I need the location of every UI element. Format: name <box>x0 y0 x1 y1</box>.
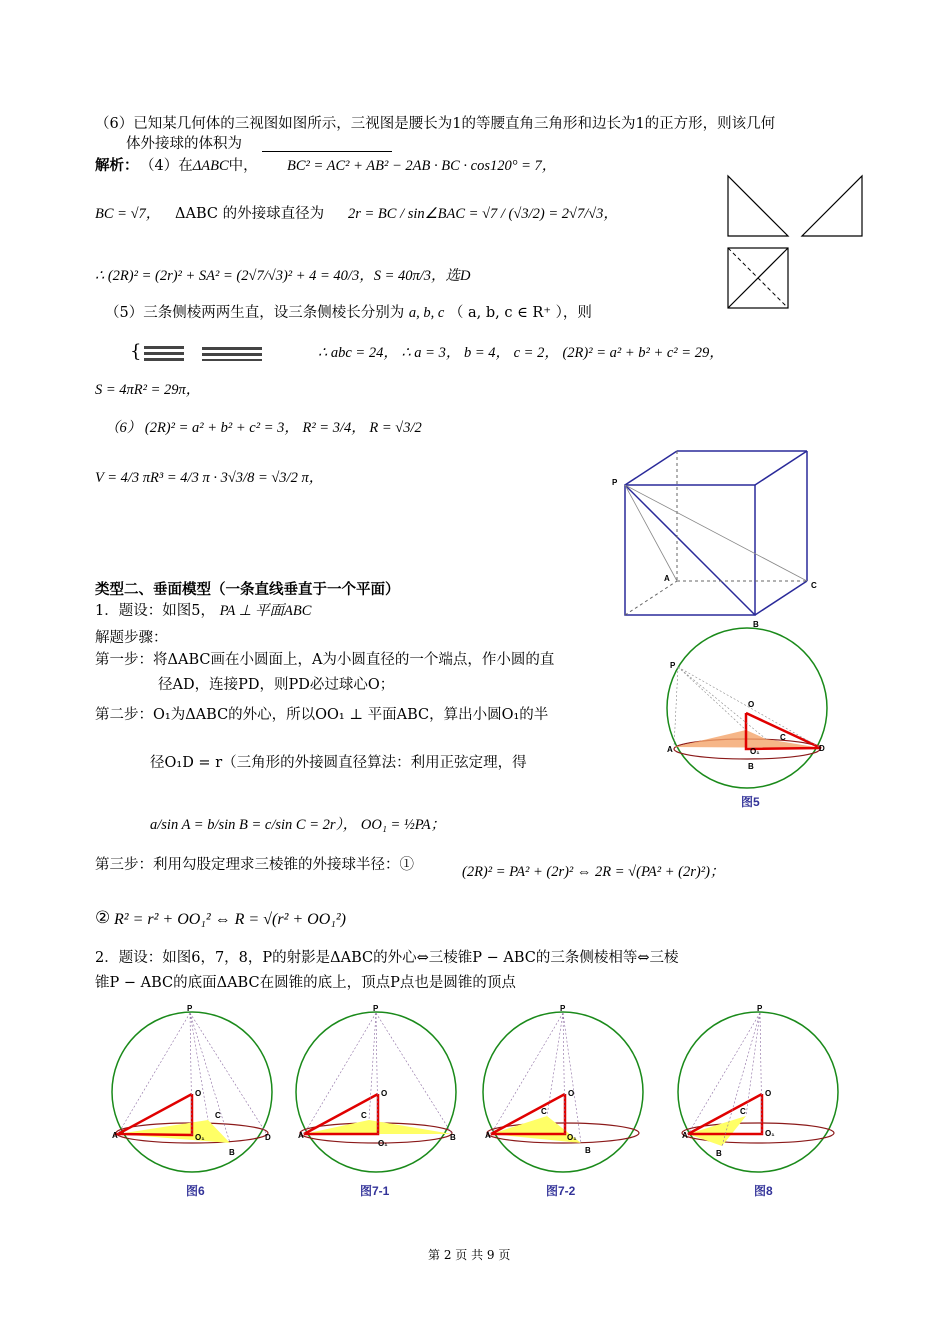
solution-5-area: S = 4πR² = 29π， <box>95 382 201 398</box>
solution-6-volume: V = 4/3 πR³ = 4/3 π · 3√3/8 = √3/2 π， <box>95 470 324 486</box>
step1-line2: 径AD，连接PD，则PD必过球心O； <box>158 677 395 693</box>
l5-cond: （ a, b, c ∈ R⁺ ），则 <box>448 305 592 321</box>
l5-vars: a, b, c <box>408 305 445 321</box>
svg-text:A: A <box>682 1131 688 1140</box>
item2-line2: 锥P − ABC的底面ΔABC在圆锥的底上，顶点P点也是圆锥的顶点 <box>95 975 516 991</box>
svg-text:B: B <box>748 762 754 771</box>
svg-text:A: A <box>298 1131 304 1140</box>
solution-5-equation: ∴ abc = 24， ∴ a = 3， b = 4， c = 2， (2R)² = a² + b² + c² = 29， <box>318 345 724 361</box>
system-brace-figure <box>130 343 280 363</box>
svg-text:C: C <box>780 733 786 742</box>
svg-text:O: O <box>195 1089 202 1098</box>
q6-line1: （6）已知某几何体的三视图如图所示，三视图是腰长为1的等腰直角三角形和边长为1的正方形，则该几何 <box>95 116 776 132</box>
svg-text:C: C <box>740 1107 746 1116</box>
svg-text:C: C <box>215 1111 221 1120</box>
solution-4-diameter-eq: 2r = BC / sin∠BAC = √7 / (√3/2) = 2√7/√3， <box>348 206 618 222</box>
svg-text:O₁: O₁ <box>765 1129 775 1138</box>
step3b-equation: R² = r² + OO₁² ⇔ R = √(r² + OO₁²) <box>114 911 346 928</box>
solution-4-bc: BC = √7， <box>95 206 161 222</box>
figure7-1-caption: 图7-1 <box>360 1184 390 1198</box>
svg-text:O₁: O₁ <box>195 1133 205 1142</box>
step3b-mark: ② <box>95 908 111 928</box>
svg-text:P: P <box>670 661 676 670</box>
cube-label-b: B <box>753 620 759 629</box>
solution-4-conclusion: ∴ (2R)² = (2r)² + SA² = (2√7/√3)² + 4 = 40/3，S = 40π/3，选D <box>95 268 471 284</box>
step2-line1: 第二步：O₁为ΔABC的外心，所以OO₁ ⊥ 平面ABC，算出小圆O₁的半 <box>95 707 549 723</box>
svg-text:D: D <box>265 1133 271 1142</box>
item2-line1: 2．题设：如图6，7，8，P的射影是ΔABC的外心⇔三棱锥P − ABC的三条侧棱相等⇔三棱 <box>95 950 679 966</box>
solution-4-intro <box>140 156 258 176</box>
svg-text:O₁: O₁ <box>567 1133 577 1142</box>
svg-text:P: P <box>373 1004 379 1013</box>
svg-text:C: C <box>541 1107 547 1116</box>
figure7-1-sphere <box>294 1004 464 1178</box>
solution-5-intro <box>105 303 592 323</box>
solution-4-equation: BC² = AC² + AB² − 2AB · BC · cos120° = 7， <box>287 158 557 174</box>
solution-4-diameter-text: ΔABC 的外接球直径为 <box>175 206 325 222</box>
figure5-caption: 图5 <box>741 795 760 809</box>
svg-text:O₁: O₁ <box>378 1139 388 1148</box>
item1-label: 1．题设：如图5， <box>95 603 215 619</box>
svg-text:P: P <box>757 1004 763 1013</box>
step2-line2: 径O₁D = r（三角形的外接圆直径算法：利用正弦定理，得 <box>150 755 527 771</box>
svg-text:{: { <box>130 341 142 362</box>
figure8-caption: 图8 <box>754 1184 773 1198</box>
l4-mid: 中， <box>228 158 258 174</box>
svg-text:A: A <box>112 1131 118 1140</box>
figure5-sphere <box>666 627 836 797</box>
figure6-caption: 图6 <box>186 1184 205 1198</box>
svg-text:O: O <box>748 700 755 709</box>
svg-text:D: D <box>819 744 825 753</box>
l5-intro: （5）三条侧棱两两生直，设三条侧棱长分别为 <box>105 305 405 321</box>
answer-blank <box>262 151 392 152</box>
page-footer: 第 2 页 共 9 页 <box>428 1248 511 1262</box>
solution-label: 解析： <box>95 157 139 174</box>
cube-label-p: P <box>612 478 618 487</box>
svg-text:P: P <box>560 1004 566 1013</box>
svg-text:O: O <box>765 1089 772 1098</box>
figure7-2-caption: 图7-2 <box>546 1184 576 1198</box>
steps-title: 解题步骤： <box>95 630 168 646</box>
three-view-figure <box>720 170 870 320</box>
section2-title: 类型二、垂面模型（一条直线垂直于一个平面） <box>95 581 400 598</box>
svg-text:B: B <box>229 1148 235 1157</box>
item1-intro <box>95 601 311 621</box>
item1-relation: PA ⊥ 平面ABC <box>219 603 312 619</box>
figure7-2-sphere <box>481 1004 651 1178</box>
cube-label-a: A <box>664 574 670 583</box>
svg-text:B: B <box>450 1133 456 1142</box>
l4-triangle: ΔABC <box>192 158 229 174</box>
figure6-sphere <box>108 1004 278 1178</box>
svg-text:B: B <box>716 1149 722 1158</box>
q6-line2: 体外接球的体积为 <box>126 136 242 152</box>
svg-text:P: P <box>187 1004 193 1013</box>
step3-line: 第三步：利用勾股定理求三棱锥的外接球半径：① <box>95 857 414 873</box>
svg-text:O: O <box>568 1089 575 1098</box>
cube-label-c: C <box>811 581 817 590</box>
svg-text:B: B <box>585 1146 591 1155</box>
svg-text:O: O <box>381 1089 388 1098</box>
svg-text:A: A <box>667 745 673 754</box>
cube-figure <box>610 445 840 635</box>
solution-6-equation: （6） (2R)² = a² + b² + c² = 3， R² = 3/4， R = √3/2 <box>105 420 422 436</box>
step2-line3: a/sin A = b/sin B = c/sin C = 2r）， OO₁ = ½PA； <box>150 817 446 833</box>
svg-text:O₁: O₁ <box>750 747 760 756</box>
step3-equation: (2R)² = PA² + (2r)² ⇔ 2R = √(PA² + (2r)²)； <box>462 864 725 880</box>
l4-intro: （4）在 <box>140 158 193 174</box>
svg-text:A: A <box>485 1131 491 1140</box>
step1-line1: 第一步：将ΔABC画在小圆面上，A为小圆直径的一个端点，作小圆的直 <box>95 652 555 668</box>
figure8-sphere <box>678 1004 848 1178</box>
svg-text:C: C <box>361 1111 367 1120</box>
